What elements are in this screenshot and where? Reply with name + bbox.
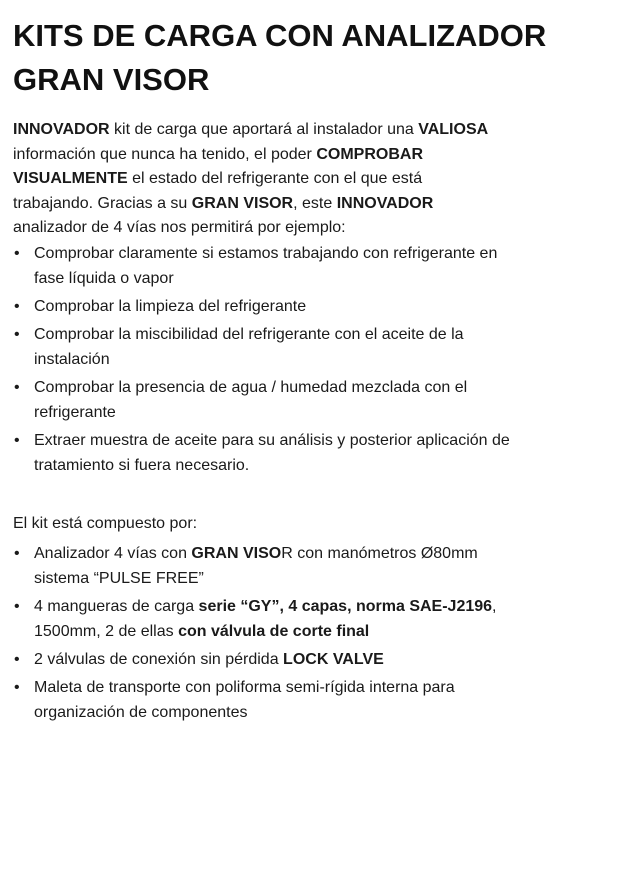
title-line-2: GRAN VISOR [13,62,210,97]
list-item-text: Comprobar claramente si estamos trabajando con refrigerante en fase líquida o vapor [34,244,498,287]
bullet-icon: • [14,244,20,262]
list-item-text: 2 válvulas de conexión sin pérdida [34,650,284,668]
list-item-emphasis: serie “GY”, 4 capas, norma SAE-J2196 [198,597,493,615]
list-item [13,294,513,319]
bullet-icon: • [14,597,20,615]
list-item [13,541,513,591]
kit-heading: El kit está compuesto por: [13,514,198,532]
list-item-emphasis: GRAN VISO [191,544,282,562]
kit-contents-list [13,541,513,725]
bullet-icon: • [14,650,20,668]
list-item-text: 4 mangueras de carga [34,597,199,615]
list-item-text: Analizador 4 vías con [34,544,192,562]
title-line-1: KITS DE CARGA CON ANALIZADOR [13,18,547,53]
list-item-emphasis: con válvula de corte final [178,622,370,640]
list-item [13,675,513,725]
bullet-icon: • [14,678,20,696]
list-item [13,594,513,644]
bullet-icon: • [14,297,20,315]
bullet-icon: • [14,378,20,396]
list-item [13,241,513,291]
bullet-icon: • [14,431,20,449]
intro-text: información que nunca ha tenido, el poder [13,145,317,163]
list-item-text: R con manómetros Ø80mm sistema “PULSE FREE” [34,544,478,587]
bullet-icon: • [14,544,20,562]
list-item-text: , 1500mm, 2 de ellas [34,597,497,640]
list-item-emphasis: LOCK VALVE [283,650,384,668]
intro-paragraph [13,118,493,241]
intro-text: el estado del refrigerante con el que está trabajando. Gracias a su [13,170,423,212]
intro-text: , este [293,194,337,212]
intro-emphasis: GRAN VISOR [191,194,294,212]
list-item [13,647,513,672]
list-item-text: Comprobar la presencia de agua / humedad mezclada con el refrigerante [34,378,468,421]
list-item-text: Extraer muestra de aceite para su análisis y posterior aplicación de tratamiento si fuera necesario. [34,431,510,474]
list-item-text: Maleta de transporte con poliforma semi-rígida interna para organización de componentes [34,678,455,721]
intro-emphasis: INNOVADOR [336,194,434,212]
intro-text: analizador de 4 vías nos permitirá por ejemplo: [13,219,346,236]
intro-emphasis: COMPROBAR VISUALMENTE [13,145,423,187]
list-item-text: Comprobar la limpieza del refrigerante [34,297,307,315]
intro-emphasis: VALIOSA [418,121,489,138]
list-item [13,428,513,478]
intro-emphasis: INNOVADOR [13,121,110,138]
list-item [13,322,513,372]
intro-text: kit de carga que aportará al instalador una [109,121,419,138]
list-item-text: Comprobar la miscibilidad del refrigerante con el aceite de la instalación [34,325,464,368]
bullet-icon: • [14,325,20,343]
list-item [13,375,513,425]
page-title [13,14,621,102]
uses-list [13,241,513,478]
